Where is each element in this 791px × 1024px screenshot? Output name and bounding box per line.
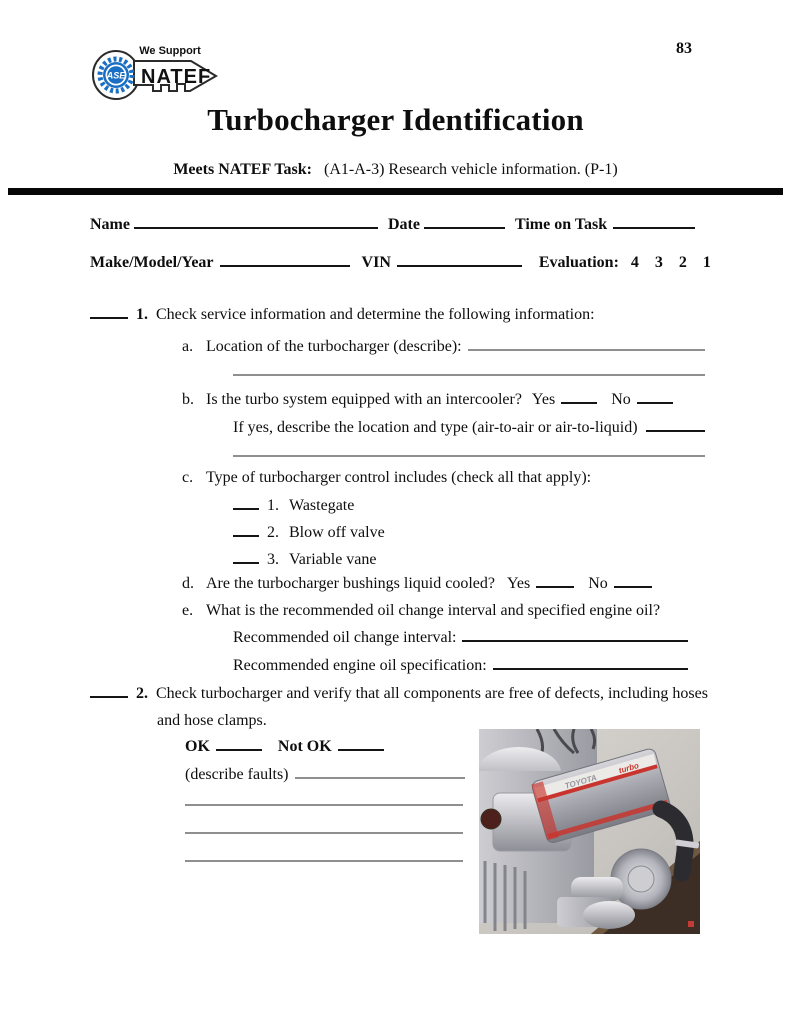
cover-brand-text: TOYOTA xyxy=(563,773,598,791)
sub-item-d-letter: d. xyxy=(182,575,194,592)
sub-item-b-text: Is the turbo system equipped with an intercooler? xyxy=(206,391,522,408)
natef-logo xyxy=(90,38,220,102)
yes-blank[interactable] xyxy=(536,574,574,588)
logo-support-text: We Support xyxy=(139,45,201,57)
no-blank[interactable] xyxy=(637,390,673,404)
time-on-task-blank[interactable] xyxy=(613,215,695,229)
checklist-item-wastegate xyxy=(233,496,354,515)
sub-item-b-letter: b. xyxy=(182,391,194,408)
field-row-name-date-time xyxy=(90,215,695,234)
date-label: Date xyxy=(387,216,420,233)
wastegate-number: 1. xyxy=(267,497,279,514)
blow-off-valve-check-blank[interactable] xyxy=(233,523,259,537)
yes-blank[interactable] xyxy=(561,390,597,404)
sub-item-b-followup xyxy=(233,418,705,437)
wastegate-label: Wastegate xyxy=(289,497,355,514)
sub-item-a-blank[interactable] xyxy=(468,337,705,351)
make-model-year-blank[interactable] xyxy=(220,253,350,267)
question-2-text-line2: and hose clamps. xyxy=(157,712,267,729)
question-2-text-line1: Check turbocharger and verify that all components are free of defects, including hoses xyxy=(156,685,708,702)
sub-item-b xyxy=(182,390,673,409)
ase-logo-text: ASE xyxy=(106,70,126,81)
lower-housing xyxy=(583,901,635,929)
field-row-make-vin-eval xyxy=(90,253,711,272)
write-in-line[interactable] xyxy=(233,374,705,376)
oil-change-interval-label: Recommended oil change interval: xyxy=(233,629,457,646)
describe-faults-row xyxy=(185,765,465,784)
page-title: Turbocharger Identification xyxy=(207,102,584,137)
blow-off-valve-label: Blow off valve xyxy=(289,524,385,541)
sub-item-a xyxy=(182,337,705,356)
checklist-item-blow-off-valve xyxy=(233,523,385,542)
yes-label: Yes xyxy=(506,575,531,592)
sub-item-a-text: Location of the turbocharger (describe): xyxy=(206,338,462,355)
sub-item-e xyxy=(182,601,660,620)
sub-item-c-text: Type of turbocharger control includes (check all that apply): xyxy=(206,469,592,486)
vin-label: VIN xyxy=(361,254,391,271)
name-label: Name xyxy=(90,216,130,233)
name-blank[interactable] xyxy=(134,215,378,229)
evaluation-score-1[interactable]: 1 xyxy=(702,254,711,271)
write-in-line[interactable] xyxy=(185,832,463,834)
question-1-grade-blank[interactable] xyxy=(90,305,128,319)
sub-item-a-letter: a. xyxy=(182,338,194,355)
no-blank[interactable] xyxy=(614,574,652,588)
describe-faults-blank[interactable] xyxy=(295,765,465,779)
write-in-line[interactable] xyxy=(185,804,463,806)
date-blank[interactable] xyxy=(424,215,505,229)
variable-vane-check-blank[interactable] xyxy=(233,550,259,564)
sub-item-d-text: Are the turbocharger bushings liquid cooled? xyxy=(206,575,495,592)
sub-item-b-followup-text: If yes, describe the location and type (air-to-air or air-to-liquid) xyxy=(233,419,638,436)
describe-faults-label: (describe faults) xyxy=(185,766,289,783)
no-label: No xyxy=(588,575,608,592)
sub-item-c-letter: c. xyxy=(182,469,194,486)
sub-item-d xyxy=(182,574,652,593)
wastegate-check-blank[interactable] xyxy=(233,496,259,510)
evaluation-score-2[interactable]: 2 xyxy=(678,254,687,271)
not-ok-label: Not OK xyxy=(277,738,332,755)
checklist-item-variable-vane xyxy=(233,550,377,569)
write-in-line[interactable] xyxy=(185,860,463,862)
question-1-text: Check service information and determine the following information: xyxy=(156,306,595,323)
blow-off-valve-number: 2. xyxy=(267,524,279,541)
variable-vane-label: Variable vane xyxy=(289,551,377,568)
question-2-text-line2-row xyxy=(157,711,267,730)
evaluation-score-3[interactable]: 3 xyxy=(654,254,663,271)
sub-item-b-followup-blank[interactable] xyxy=(646,418,705,432)
task-label: Meets NATEF Task: xyxy=(173,161,312,178)
divider-rule xyxy=(8,188,783,195)
question-1-number: 1. xyxy=(136,306,148,323)
vin-blank[interactable] xyxy=(397,253,522,267)
turbocharged-engine-photo xyxy=(479,729,700,934)
sub-item-c xyxy=(182,468,591,487)
not-ok-blank[interactable] xyxy=(338,737,384,751)
oil-cap xyxy=(481,809,501,829)
engine-oil-spec-blank[interactable] xyxy=(493,656,688,670)
question-1 xyxy=(90,305,595,324)
natef-task-line xyxy=(0,161,791,179)
page-number: 83 xyxy=(676,40,692,57)
write-in-line[interactable] xyxy=(233,455,705,457)
photo-corner-mark xyxy=(688,921,694,927)
yes-label: Yes xyxy=(531,391,556,408)
engine-oil-spec-label: Recommended engine oil specification: xyxy=(233,657,487,674)
evaluation-label: Evaluation: xyxy=(538,254,619,271)
ok-label: OK xyxy=(185,738,210,755)
natef-logo-text: NATEF xyxy=(141,66,212,88)
ok-not-ok-row xyxy=(185,737,384,756)
time-on-task-label: Time on Task xyxy=(514,216,608,233)
sub-item-e-letter: e. xyxy=(182,602,194,619)
engine-oil-spec-row xyxy=(233,656,688,675)
task-text: (A1-A-3) Research vehicle information. (P-1) xyxy=(324,161,618,178)
question-2-number: 2. xyxy=(136,685,148,702)
evaluation-score-4[interactable]: 4 xyxy=(630,254,639,271)
question-2 xyxy=(90,684,708,703)
make-model-year-label: Make/Model/Year xyxy=(90,254,214,271)
question-2-grade-blank[interactable] xyxy=(90,684,128,698)
oil-change-interval-blank[interactable] xyxy=(462,628,688,642)
oil-change-interval-row xyxy=(233,628,688,647)
turbo-compressor-inlet xyxy=(628,866,654,892)
sub-item-e-text: What is the recommended oil change interval and specified engine oil? xyxy=(206,602,661,619)
no-label: No xyxy=(611,391,631,408)
cover-turbo-text: turbo xyxy=(617,760,640,776)
variable-vane-number: 3. xyxy=(267,551,279,568)
ok-blank[interactable] xyxy=(216,737,262,751)
